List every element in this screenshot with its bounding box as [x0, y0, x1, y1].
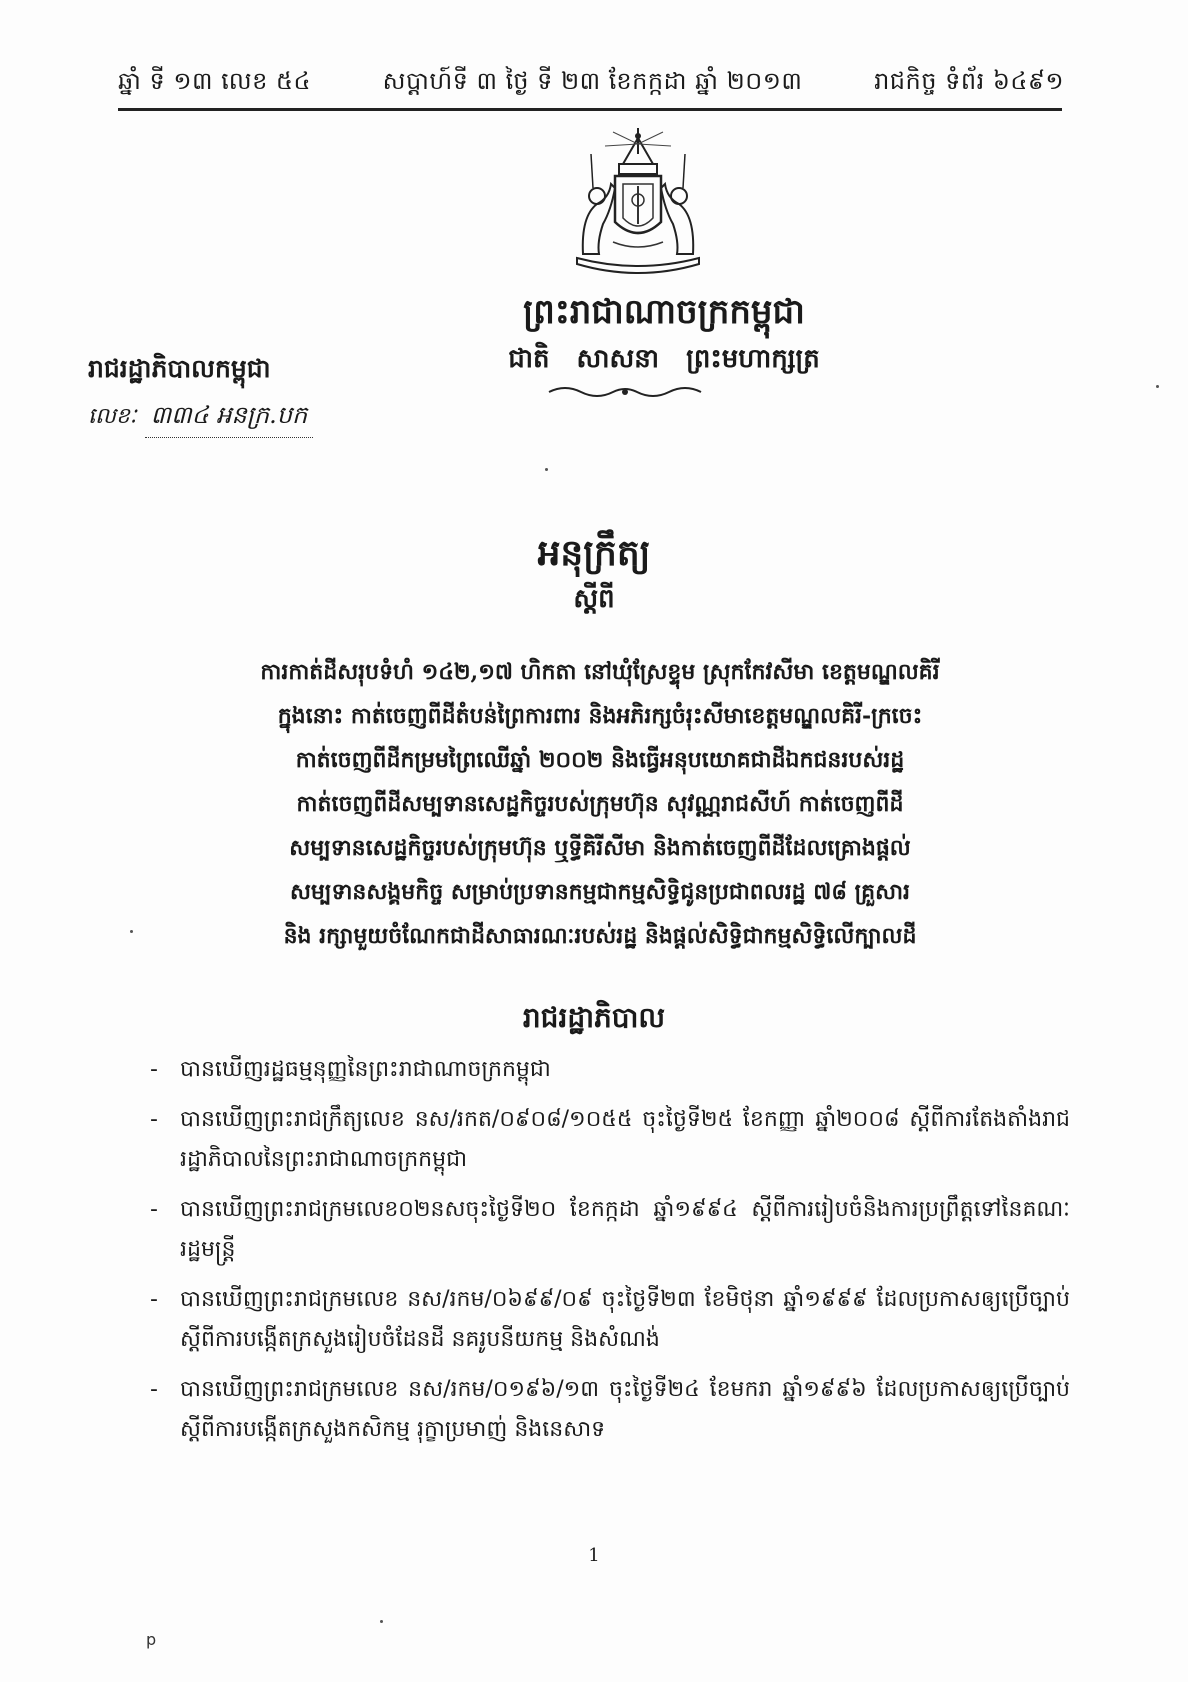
consideration-item [150, 1190, 1070, 1270]
consideration-text: បានឃើញព្រះរាជក្រមលេខ នស/រកម/០៦៩៩/០៩ ចុះថ្ងៃទី២៣ ខែមិថុនា ឆ្នាំ១៩៩៩ ដែលប្រកាសឲ្យប្រើច្បាប់ស្តីពីការបង្កើតក្រសួងរៀបចំដែនដី នគរូបនីយកម្ម និងសំណង់ [180, 1287, 1070, 1352]
scan-speck [380, 1620, 383, 1623]
scan-speck [1156, 385, 1159, 388]
page-number: 1 [588, 1545, 600, 1566]
subject-line: សម្បទានសង្គមកិច្ច សម្រាប់ប្រទានកម្មជាកម្មសិទ្ធិជូនប្រជាពលរដ្ឋ ៧៨ គ្រួសារ [289, 879, 911, 905]
ornamental-divider-icon [545, 384, 705, 400]
subject-block [150, 650, 1050, 958]
considerations-list [150, 1050, 1070, 1460]
scan-speck [130, 930, 133, 933]
consideration-text: បានឃើញព្រះរាជក្រមលេខ០២នសចុះថ្ងៃទី២០ ខែកក្កដា ឆ្នាំ១៩៩៤ ស្តីពីការរៀបចំនិងការប្រព្រឹត្តទៅនៃគណៈរដ្ឋមន្ត្រី [180, 1197, 1070, 1262]
issuer-heading: រាជរដ្ឋាភិបាល [522, 1001, 666, 1034]
consideration-text: បានឃើញព្រះរាជក្រមលេខ នស/រកម/០១៩៦/១៣ ចុះថ្ងៃទី២៤ ខែមករា ឆ្នាំ១៩៩៦ ដែលប្រកាសឲ្យប្រើច្បាប់ ស្តីពីការបង្កើតក្រសួងកសិកម្ម រុក្ខាប្រមាញ់ និងនេសាទ [180, 1377, 1070, 1442]
corner-mark: p [146, 1630, 157, 1649]
consideration-item [150, 1100, 1070, 1180]
list-dash: - [150, 1107, 158, 1132]
list-dash: - [150, 1377, 158, 1402]
list-dash: - [150, 1197, 158, 1222]
reference-value: ៣៣៤ អនក្រ.បក [145, 400, 314, 438]
subject-line: ការកាត់ដីសរុបទំហំ ១៤២,១៧ ហិកតា នៅឃុំស្រែខ្ទុម ស្រុកកែវសីមា ខេត្តមណ្ឌលគិរី [260, 659, 940, 685]
subject-line: កាត់ចេញពីដីកម្រមព្រៃឈើឆ្នាំ ២០០២ និងធ្វើអនុបយោគជាដីឯកជនរបស់រដ្ឋ [295, 747, 905, 773]
scan-speck [545, 468, 548, 471]
document-about: ស្តីពី [573, 584, 615, 614]
consideration-item [150, 1370, 1070, 1450]
gazette-year-issue: ឆ្នាំ ទី ១៣ លេខ ៥៤ [118, 67, 311, 95]
list-dash: - [150, 1057, 158, 1082]
gazette-date: សប្តាហ៍ទី ៣ ថ្ងៃ ទី ២៣ ខែកក្កដា ឆ្នាំ ២០១៣ [382, 67, 803, 95]
national-motto: ជាតិ សាសនា ព្រះមហាក្សត្រ [508, 344, 820, 374]
subject-line: កាត់ចេញពីដីសម្បទានសេដ្ឋកិច្ចរបស់ក្រុមហ៊ុន សុវណ្ណរាជសីហ៍ កាត់ចេញពីដី [296, 791, 904, 817]
reference-number [88, 400, 313, 438]
subject-line: សម្បទានសេដ្ឋកិច្ចរបស់ក្រុមហ៊ុន ឬទ្ធីគិរីសីមា និងកាត់ចេញពីដីដែលគ្រោងផ្តល់ [289, 835, 911, 861]
royal-coat-of-arms-icon [553, 124, 723, 284]
consideration-text: បានឃើញរដ្ឋធម្មនុញ្ញនៃព្រះរាជាណាចក្រកម្ពុជា [180, 1057, 551, 1082]
consideration-text: បានឃើញព្រះរាជក្រឹត្យលេខ នស/រកត/០៩០៨/១០៥៥ ចុះថ្ងៃទី២៥ ខែកញ្ញា ឆ្នាំ២០០៨ ស្តីពីការតែងតាំងរាជរដ្ឋាភិបាលនៃព្រះរាជាណាចក្រកម្ពុជា [180, 1107, 1070, 1172]
reference-label: លេខៈ [88, 404, 137, 429]
consideration-item [150, 1280, 1070, 1360]
kingdom-title: ព្រះរាជាណាចក្រកម្ពុជា [523, 292, 805, 332]
header-rule [118, 108, 1062, 111]
list-dash: - [150, 1287, 158, 1312]
document-type: អនុក្រឹត្យ [537, 532, 651, 574]
subject-line: និង រក្សាមួយចំណែកជាដីសាធារណៈរបស់រដ្ឋ និងផ្តល់សិទ្ធិជាកម្មសិទ្ធិលើក្បាលដី [283, 923, 917, 949]
gazette-page: រាជកិច្ច ទំព័រ ៦៤៩១ [874, 67, 1064, 95]
subject-line: ក្នុងនោះ កាត់ចេញពីដីតំបន់ព្រៃការពារ និងអភិរក្សចំរុះសីមាខេត្តមណ្ឌលគិរី-ក្រចេះ [277, 703, 923, 729]
issuing-body-label: រាជរដ្ឋាភិបាលកម្ពុជា [88, 354, 271, 383]
consideration-item [150, 1050, 1070, 1090]
gazette-header [118, 66, 1064, 101]
